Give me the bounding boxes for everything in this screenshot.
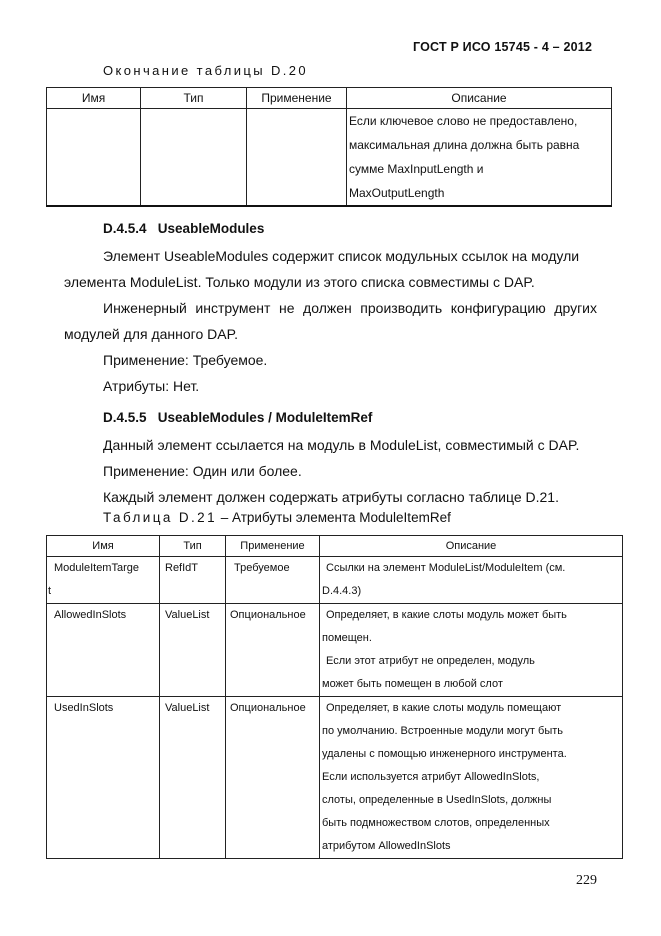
paragraph-line: Каждый элемент должен содержать атрибуты согласно таблице D.21.: [103, 489, 559, 505]
type-cell: ValueList: [160, 604, 226, 697]
name-line: UsedInSlots: [54, 702, 114, 714]
type-cell: RefIdT: [160, 557, 226, 604]
description-line: Определяет, в какие слоты модуль может быть: [326, 609, 567, 621]
paragraph-line: Данный элемент ссылается на модуль в ModuleList, совместимый с DAP.: [103, 437, 580, 453]
section-number: D.4.5.5: [103, 410, 147, 425]
description-cell: [320, 557, 623, 604]
section-heading-module-item-ref: [103, 410, 372, 425]
description-line: Если ключевое слово не предоставлено,: [349, 114, 578, 128]
description-line: сумме MaxInputLength и: [349, 162, 484, 176]
table-d21-caption-title: – Атрибуты элемента ModuleItemRef: [217, 510, 451, 525]
table-bottom-rule: [46, 205, 612, 207]
attributes-line: Атрибуты: Нет.: [103, 378, 200, 394]
table-d21-caption-prefix: Таблица D.21: [103, 510, 217, 525]
column-header-usage: Применение: [247, 88, 347, 109]
column-header-usage: Применение: [226, 536, 320, 557]
column-header-name: Имя: [47, 536, 160, 557]
description-line: слоты, определенные в UsedInSlots, должны: [322, 794, 552, 806]
description-line: D.4.4.3): [322, 585, 362, 597]
table-cell: [247, 109, 347, 206]
table-row: [47, 604, 623, 697]
section-number: D.4.5.4: [103, 221, 147, 236]
usage-cell: Опциональное: [226, 604, 320, 697]
description-line: может быть помещен в любой слот: [322, 678, 503, 690]
table-d21-caption: [103, 510, 451, 525]
usage-cell: Требуемое: [226, 557, 320, 604]
table-row: [47, 109, 612, 206]
table-d20: [46, 87, 612, 206]
table-cell: [141, 109, 247, 206]
name-cell: [47, 557, 160, 604]
column-header-description: Описание: [347, 88, 612, 109]
column-header-name: Имя: [47, 88, 141, 109]
table-d20-caption: Окончание таблицы D.20: [103, 63, 309, 78]
page-number: 229: [576, 873, 597, 888]
section-title: UseableModules / ModuleItemRef: [157, 410, 373, 425]
paragraph-line: Инженерный инструмент не должен производить конфигурацию других: [103, 300, 597, 316]
table-row: [47, 557, 623, 604]
description-line: атрибутом AllowedInSlots: [322, 840, 451, 852]
description-line: Определяет, в какие слоты модуль помещают: [326, 702, 562, 714]
description-line: Ссылки на элемент ModuleList/ModuleItem (см.: [326, 562, 566, 574]
document-header: ГОСТ Р ИСО 15745 - 4 – 2012: [413, 40, 593, 54]
description-line: быть подмножеством слотов, определенных: [322, 817, 550, 829]
usage-line: Применение: Требуемое.: [103, 352, 268, 368]
section-title: UseableModules: [157, 221, 265, 236]
section-heading-useable-modules: [103, 221, 264, 236]
type-cell: ValueList: [160, 697, 226, 859]
paragraph-line: элемента ModuleList. Только модули из этого списка совместимы с DAP.: [64, 274, 535, 290]
description-line: MaxOutputLength: [349, 186, 445, 200]
description-line: помещен.: [322, 632, 372, 644]
table-row: [47, 697, 623, 859]
description-line: максимальная длина должна быть равна: [349, 138, 580, 152]
description-cell: [320, 604, 623, 697]
name-line: t: [48, 585, 52, 597]
description-line: по умолчанию. Встроенные модули могут быть: [322, 725, 564, 737]
column-header-type: Тип: [141, 88, 247, 109]
description-line: Если этот атрибут не определен, модуль: [326, 655, 535, 667]
column-header-type: Тип: [160, 536, 226, 557]
name-line: AllowedInSlots: [54, 609, 127, 621]
description-cell: [347, 109, 612, 206]
table-cell: [47, 109, 141, 206]
name-cell: [47, 697, 160, 859]
paragraph-line: Элемент UseableModules содержит список модульных ссылок на модули: [103, 248, 580, 264]
usage-line: Применение: Один или более.: [103, 463, 302, 479]
table-d21: [46, 535, 623, 859]
column-header-description: Описание: [320, 536, 623, 557]
description-line: Если используется атрибут AllowedInSlots,: [322, 771, 540, 783]
usage-cell: Опциональное: [226, 697, 320, 859]
name-line: ModuleItemTarge: [54, 562, 139, 574]
paragraph-line: модулей для данного DAP.: [64, 326, 238, 342]
name-cell: [47, 604, 160, 697]
description-line: удалены с помощью инженерного инструмента.: [322, 748, 567, 760]
description-cell: [320, 697, 623, 859]
